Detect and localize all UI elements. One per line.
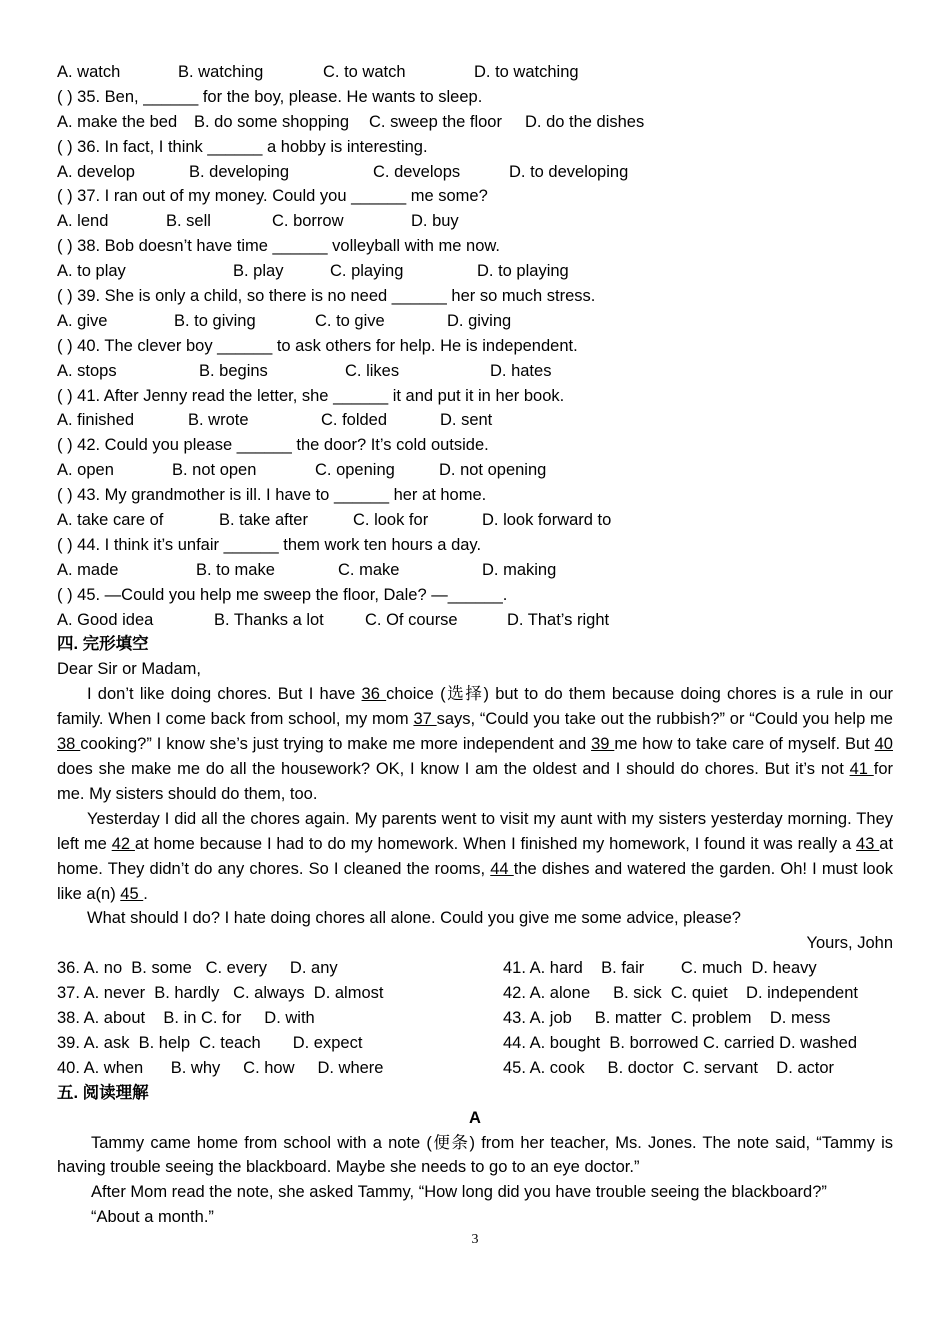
option: B. to giving: [174, 311, 256, 330]
option: D. look forward to: [482, 511, 612, 530]
question-stem: ( ) 35. Ben, ______ for the boy, please. He wants to sleep.: [57, 87, 483, 106]
passage-title: A: [469, 1108, 481, 1127]
option: C. make: [338, 560, 400, 579]
option: C. develops: [373, 162, 461, 181]
reading-paragraph-3: “About a month.”: [91, 1208, 214, 1227]
section-heading-cloze: 四. 完形填空: [57, 635, 149, 654]
question-stem: ( ) 45. —Could you help me sweep the floor, Dale? —______.: [57, 585, 508, 604]
question-options: [57, 408, 893, 433]
option: D. to watching: [474, 63, 579, 81]
option: D. sent: [440, 411, 493, 430]
option: A. Good idea: [57, 610, 154, 629]
cloze-options-left: [57, 956, 383, 1080]
option: C. to give: [315, 311, 385, 330]
option: A. make the bed: [57, 112, 178, 131]
option: B. Thanks a lot: [214, 610, 324, 629]
q34-options: [57, 60, 893, 85]
option: D. to developing: [509, 162, 629, 181]
page-number: 3: [471, 1232, 479, 1247]
blank-44: 44: [490, 859, 514, 878]
option: B. do some shopping: [194, 112, 350, 131]
question-options: [57, 110, 893, 135]
option: D. That’s right: [507, 610, 610, 629]
option: B. watching: [178, 63, 264, 81]
option: C. to watch: [323, 63, 406, 81]
option: A. stops: [57, 361, 117, 380]
blank-40: 40: [874, 735, 893, 754]
option: D. giving: [447, 311, 512, 330]
option: D. do the dishes: [525, 112, 645, 131]
question-options: [57, 259, 893, 284]
question-options: [57, 508, 893, 533]
cloze-paragraph-1: I don’t like doing chores. But I have 36 choice (选择) but to do them because doing chores is a rule in our family. When I come back from school, my mom 37 says, “Could you take out the rubbish?” or “Could you help me 38 cooking?” I know she’s just trying to make me more independent and 39 me how to take care of myself. But 40 does she make me do all the housework? OK, I know I am the oldest and I should do chores. But it’s not 41 for me. My sisters should do them, too.: [57, 685, 894, 803]
question-options: [57, 608, 893, 633]
option: B. developing: [189, 162, 289, 181]
blank-37: 37: [413, 710, 437, 729]
question-stem: ( ) 38. Bob doesn’t have time ______ volleyball with me now.: [57, 237, 501, 256]
letter-signature: Yours, John: [806, 934, 893, 953]
option: C. sweep the floor: [369, 112, 502, 131]
option: C. borrow: [272, 212, 344, 231]
option: C. playing: [330, 262, 404, 281]
reading-paragraph-2: After Mom read the note, she asked Tammy, “How long did you have trouble seeing the blackboard?”: [91, 1183, 827, 1202]
question-stem: ( ) 41. After Jenny read the letter, she ______ it and put it in her book.: [57, 386, 565, 405]
reading-paragraph-1: Tammy came home from school with a note (便条) from her teacher, Ms. Jones. The note said, “Tammy is having trouble seeing the blackboard. Maybe she needs to go to an eye doctor.”: [57, 1133, 893, 1177]
option: B. not open: [172, 461, 257, 480]
question-stem: ( ) 39. She is only a child, so there is no need ______ her so much stress.: [57, 287, 596, 306]
option: D. to playing: [477, 262, 569, 281]
cloze-option-row: 40. A. when B. why C. how D. where: [57, 1058, 384, 1077]
worksheet-page: [57, 60, 893, 1230]
question-options: [57, 209, 893, 234]
blank-38: 38: [57, 735, 81, 754]
option: B. play: [233, 262, 284, 281]
option: A. open: [57, 461, 114, 480]
option: A. finished: [57, 411, 135, 430]
option: D. buy: [411, 212, 459, 231]
cloze-option-row: 38. A. about B. in C. for D. with: [57, 1009, 315, 1027]
option: A. give: [57, 311, 108, 330]
option: B. to make: [196, 560, 275, 579]
question-options: [57, 309, 893, 334]
option: B. sell: [166, 212, 211, 231]
option: A. made: [57, 560, 119, 579]
section-heading-reading: 五. 阅读理解: [57, 1083, 149, 1102]
question-stem: ( ) 42. Could you please ______ the door? It’s cold outside.: [57, 436, 489, 455]
cloze-option-row: 44. A. bought B. borrowed C. carried D. washed: [503, 1033, 858, 1052]
letter-greeting: Dear Sir or Madam,: [57, 660, 201, 679]
question-options: [57, 359, 893, 384]
option: C. look for: [353, 511, 429, 530]
option: C. Of course: [365, 610, 458, 629]
option: B. take after: [219, 511, 308, 530]
cloze-paragraph-2: Yesterday I did all the chores again. My parents went to visit my aunt with my sisters yesterday morning. They left me 42 at home because I had to do my homework. When I finished my homework, I found it was really a 43 at home. They didn’t do any chores. So I cleaned the rooms, 44 the dishes and watered the garden. Oh! I must look like a(n) 45 .: [57, 809, 894, 903]
cloze-options: [57, 956, 893, 1081]
question-stem: ( ) 43. My grandmother is ill. I have to ______ her at home.: [57, 486, 487, 505]
blank-36: 36: [361, 685, 387, 704]
question-stem: ( ) 37. I ran out of my money. Could you ______ me some?: [57, 187, 488, 206]
option: A. take care of: [57, 511, 164, 530]
cloze-option-row: 36. A. no B. some C. every D. any: [57, 959, 338, 978]
cloze-option-row: 41. A. hard B. fair C. much D. heavy: [503, 959, 817, 978]
option: D. hates: [490, 361, 552, 380]
question-options: [57, 458, 893, 483]
blank-41: 41: [849, 759, 874, 778]
cloze-options-right: [503, 956, 858, 1080]
blank-43: 43: [856, 834, 880, 853]
option: C. folded: [321, 411, 388, 430]
blank-45: 45: [120, 884, 144, 903]
option: A. to play: [57, 262, 126, 281]
option: B. wrote: [188, 411, 249, 430]
option: D. making: [482, 560, 557, 579]
cloze-option-row: 43. A. job B. matter C. problem D. mess: [503, 1009, 831, 1027]
cloze-paragraph-3: What should I do? I hate doing chores all alone. Could you give me some advice, please?: [87, 909, 741, 928]
blank-39: 39: [591, 735, 615, 754]
option: B. begins: [199, 361, 268, 380]
cloze-option-row: 42. A. alone B. sick C. quiet D. independent: [503, 984, 858, 1003]
question-options: [57, 558, 893, 583]
option: A. watch: [57, 63, 121, 81]
option: C. opening: [315, 461, 395, 480]
cloze-option-row: 39. A. ask B. help C. teach D. expect: [57, 1033, 363, 1052]
question-stem: ( ) 44. I think it’s unfair ______ them work ten hours a day.: [57, 535, 482, 554]
question-stem: ( ) 40. The clever boy ______ to ask others for help. He is independent.: [57, 336, 578, 355]
option: A. develop: [57, 162, 135, 181]
cloze-option-row: 45. A. cook B. doctor C. servant D. actor: [503, 1058, 835, 1077]
question-options: [57, 160, 893, 185]
option: A. lend: [57, 212, 109, 231]
question-stem: ( ) 36. In fact, I think ______ a hobby is interesting.: [57, 137, 428, 156]
cloze-option-row: 37. A. never B. hardly C. always D. almost: [57, 984, 384, 1003]
blank-42: 42: [111, 834, 135, 853]
option: C. likes: [345, 361, 400, 380]
option: D. not opening: [439, 461, 547, 480]
